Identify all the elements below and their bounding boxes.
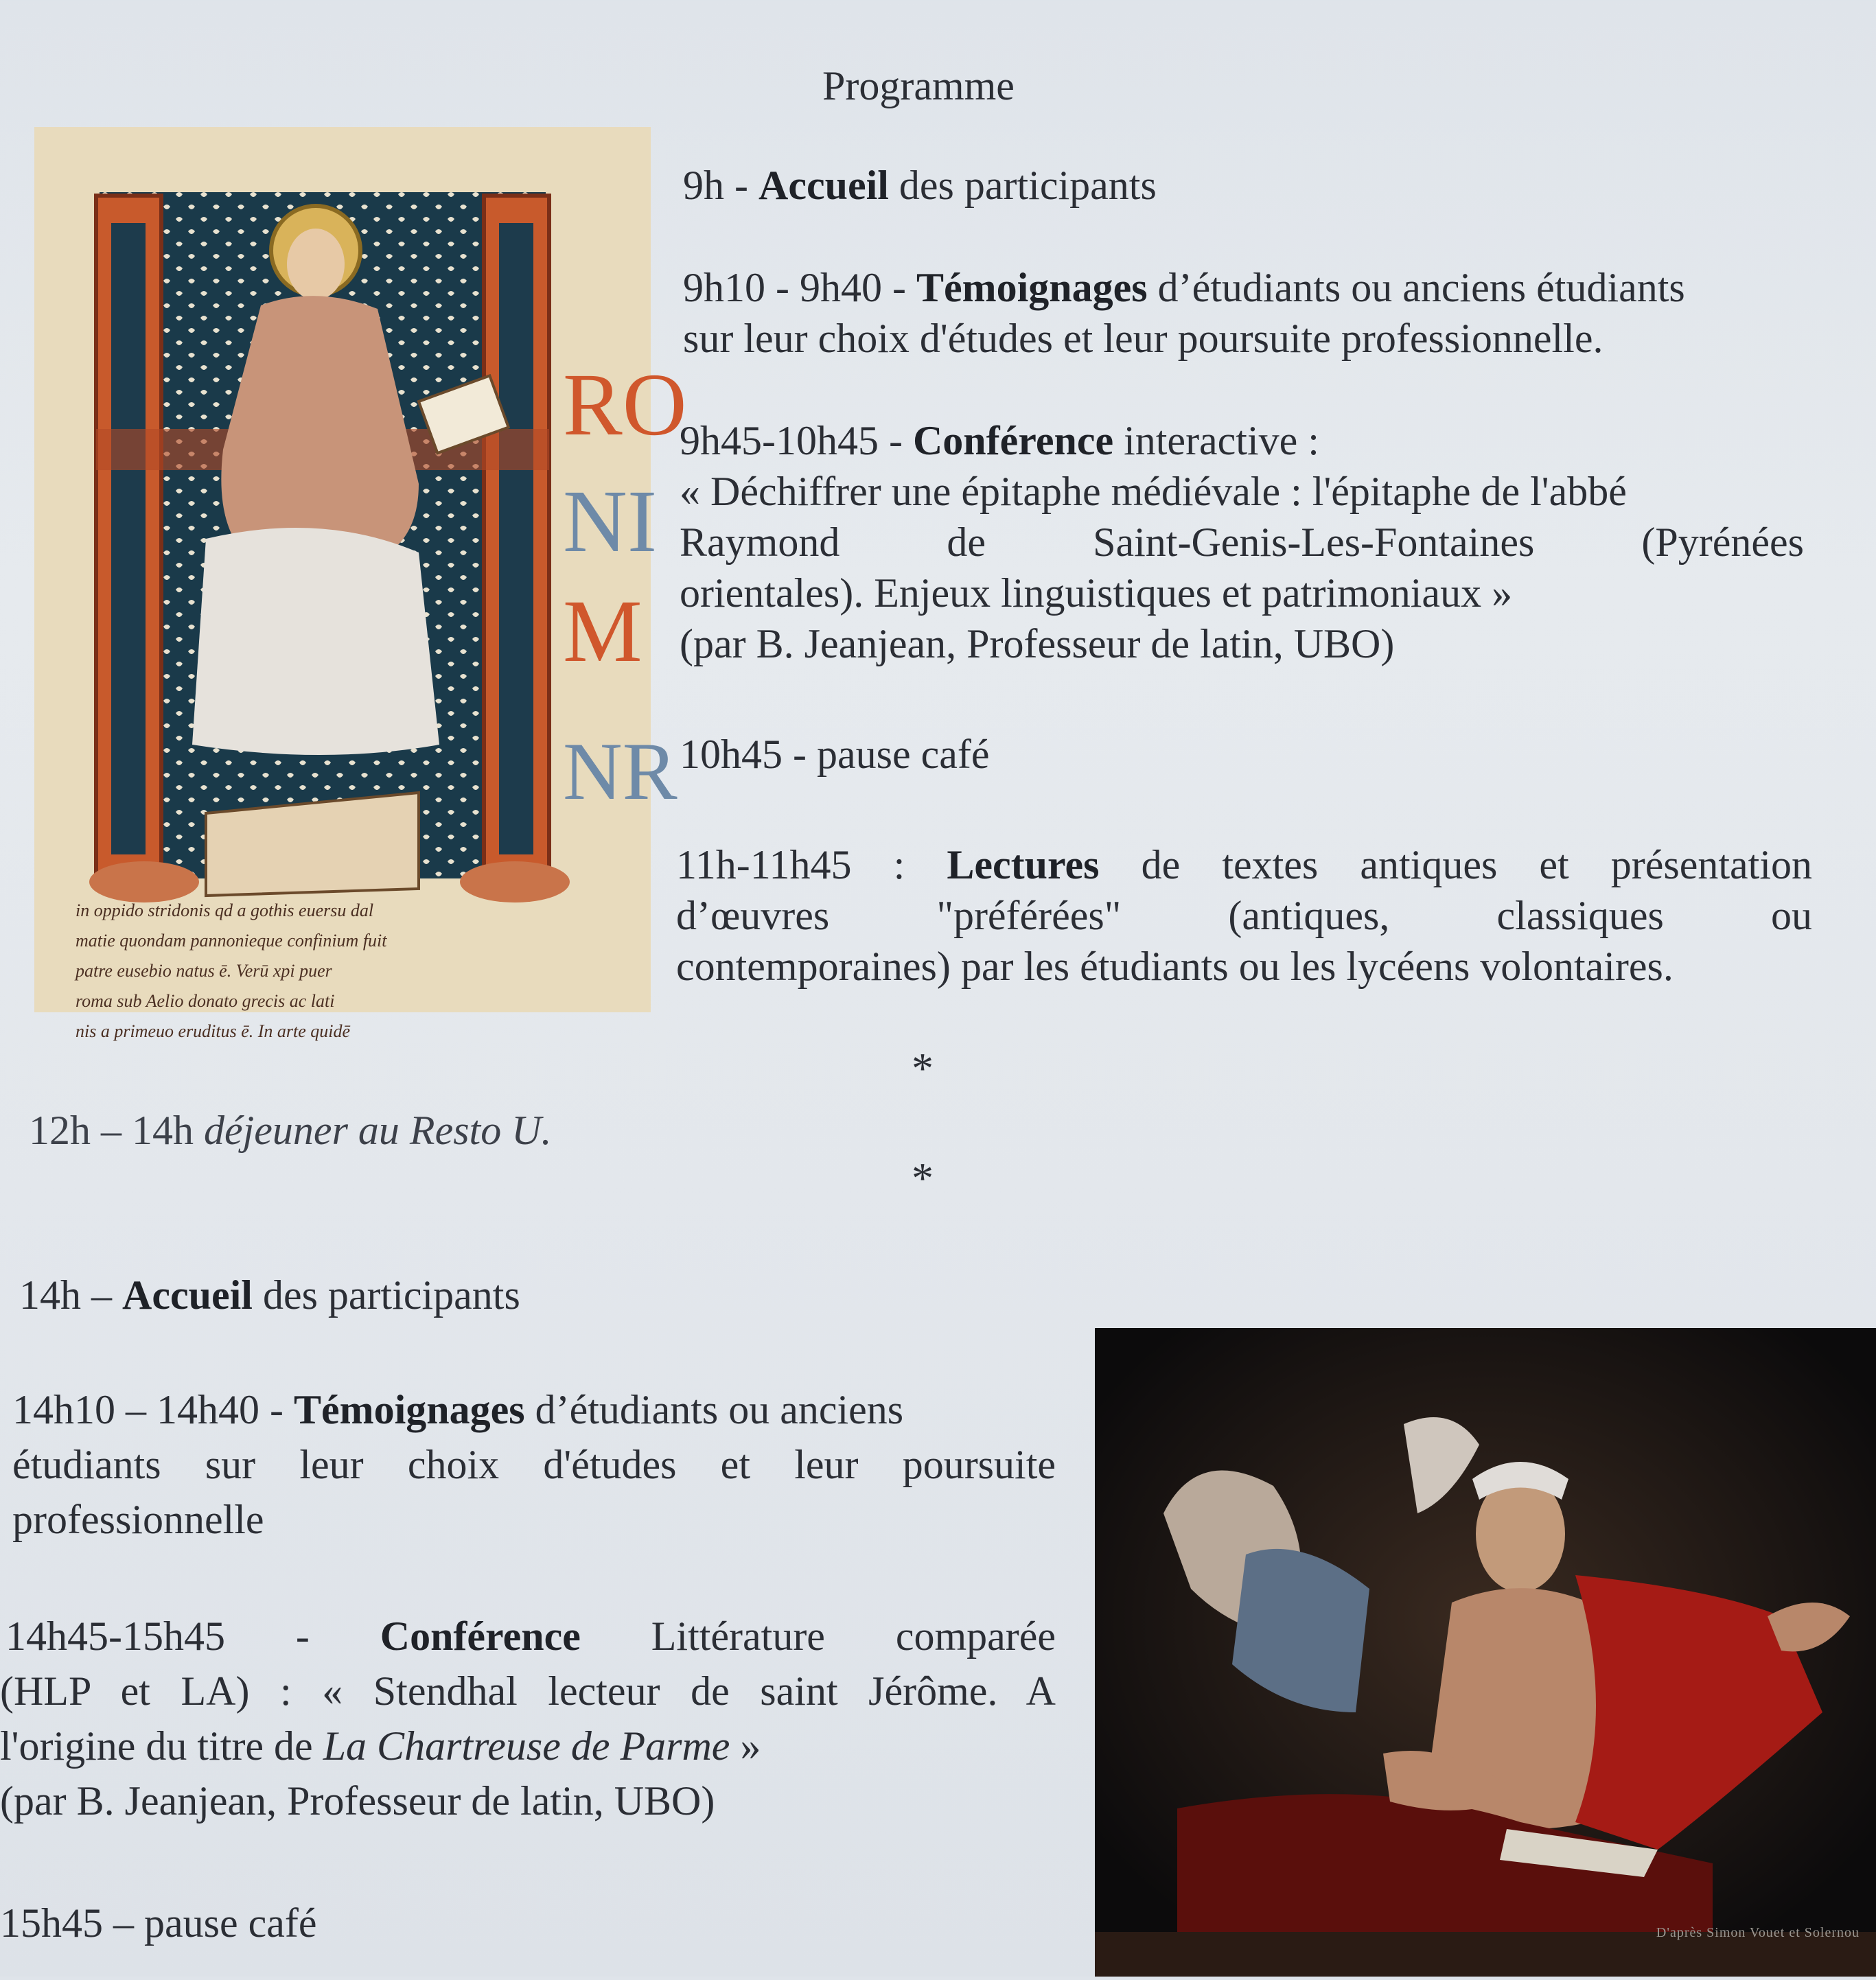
painting-caption: D'après Simon Vouet et Solernou [1656,1925,1860,1940]
initial-m: M [563,582,642,681]
morning-readings-line2: d’œuvres "préférées" (antiques, classiques ou [676,893,1812,938]
latin-line: matie quondam pannonieque confinium fuit [76,931,387,951]
afternoon-item-coffee-break: 15h45 – pause café [0,1900,317,1946]
latin-line: in oppido stridonis qd a gothis euersu dal [76,900,374,920]
manuscript-illumination-image [34,127,687,1041]
separator-asterisk: * [912,1154,934,1202]
morning-conference-line3: Raymond de Saint-Genis-Les-Fontaines (Pyrénées [680,520,1804,565]
morning-conference-speaker: (par B. Jeanjean, Professeur de latin, UBO) [680,621,1395,666]
initial-nr: NR [563,725,678,817]
afternoon-item-welcome: 14h – Accueil des participants [19,1272,520,1318]
latin-line: roma sub Aelio donato grecis ac lati [76,991,335,1011]
morning-item-coffee-break: 10h45 - pause café [680,732,990,777]
saint-jerome-painting-image [1095,1328,1876,1977]
painting-illustration [1095,1328,1876,1977]
afternoon-testimonies-line2: étudiants sur leur choix d'études et leur poursuite [12,1442,1056,1487]
lunch-item: 12h – 14h déjeuner au Resto U. [29,1108,552,1153]
afternoon-conference-line3: l'origine du titre de La Chartreuse de Parme » [0,1723,761,1769]
latin-line: patre eusebio natus ē. Verū xpi puer [76,961,332,981]
initial-ni: NI [563,472,658,571]
afternoon-item-conference: 14h45-15h45 - Conférence Littérature comparée [5,1614,1056,1659]
latin-line: nis a primeuo eruditus ē. In arte quidē [76,1021,351,1041]
morning-item-readings: 11h-11h45 : Lectures de textes antiques et présentation [676,842,1812,887]
morning-conference-line2: « Déchiffrer une épitaphe médiévale : l'épitaphe de l'abbé [680,469,1627,514]
separator-asterisk: * [912,1044,934,1093]
afternoon-conference-speaker: (par B. Jeanjean, Professeur de latin, UBO) [0,1778,715,1824]
afternoon-item-testimonies: 14h10 – 14h40 - Témoignages d’étudiants ou anciens [12,1387,904,1432]
afternoon-testimonies-line3: professionnelle [12,1497,264,1542]
latin-text [76,896,625,1047]
illuminated-letter-h-icon [34,127,651,1012]
page-title: Programme [822,63,1015,108]
morning-item-testimonies: 9h10 - 9h40 - Témoignages d’étudiants ou anciens étudiants [683,265,1685,310]
morning-conference-line4: orientales). Enjeux linguistiques et patrimoniaux » [680,570,1513,616]
morning-readings-line3: contemporaines) par les étudiants ou les lycéens volontaires. [676,944,1674,989]
morning-item-conference: 9h45-10h45 - Conférence interactive : [680,418,1319,463]
afternoon-conference-line2: (HLP et LA) : « Stendhal lecteur de saint Jérôme. A [0,1668,1056,1714]
morning-item-testimonies-line2: sur leur choix d'études et leur poursuite professionnelle. [683,316,1603,361]
initial-ro: RO [563,356,687,454]
morning-item-welcome: 9h - Accueil des participants [683,163,1157,208]
